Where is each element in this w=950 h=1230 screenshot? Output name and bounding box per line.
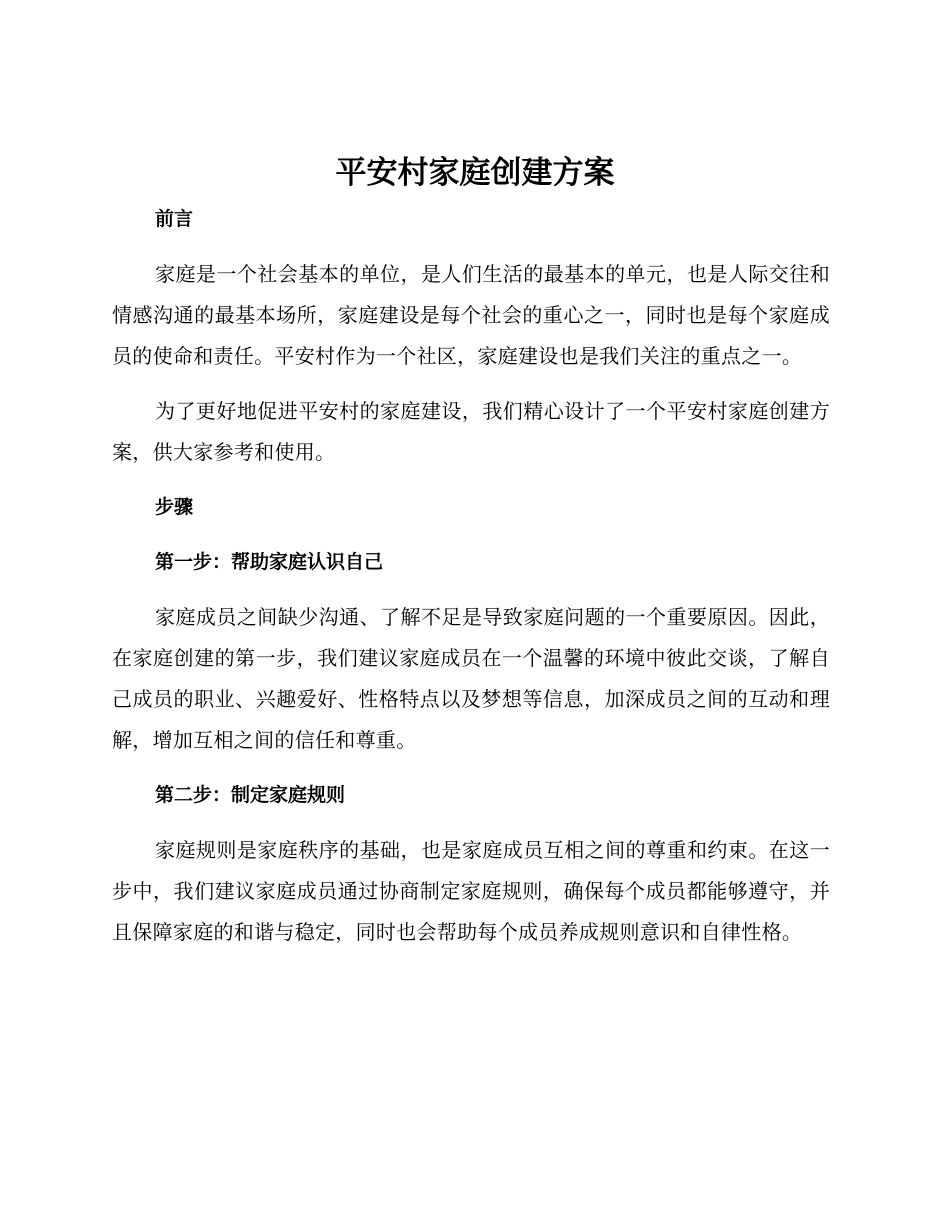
- preface-paragraph-2: 为了更好地促进平安村的家庭建设，我们精心设计了一个平安村家庭创建方案，供大家参考和使用。: [112, 399, 830, 464]
- step-1-paragraph: 家庭成员之间缺少沟通、了解不足是导致家庭问题的一个重要原因。因此，在家庭创建的第一步，我们建议家庭成员在一个温馨的环境中彼此交谈，了解自己成员的职业、兴趣爱好、性格特点以及梦想等信息，加深成员之间的互动和理解，增加互相之间的信任和尊重。: [112, 605, 830, 752]
- preface-paragraph-1: 家庭是一个社会基本的单位，是人们生活的最基本的单元，也是人际交往和情感沟通的最基本场所，家庭建设是每个社会的重心之一，同时也是每个家庭成员的使命和责任。平安村作为一个社区，家庭建设也是我们关注的重点之一。: [112, 262, 830, 368]
- step-1-heading: 第一步：帮助家庭认识自己: [155, 551, 384, 573]
- preface-heading: 前言: [155, 208, 194, 230]
- step-2-heading: 第二步：制定家庭规则: [155, 784, 346, 806]
- steps-heading: 步骤: [155, 496, 194, 518]
- document-title: 平安村家庭创建方案: [335, 155, 615, 191]
- document-body: [112, 199, 830, 967]
- step-2-paragraph: 家庭规则是家庭秩序的基础，也是家庭成员互相之间的尊重和约束。在这一步中，我们建议家庭成员通过协商制定家庭规则，确保每个成员都能够遵守，并且保障家庭的和谐与稳定，同时也会帮助每个成员养成规则意识和自律性格。: [112, 838, 830, 944]
